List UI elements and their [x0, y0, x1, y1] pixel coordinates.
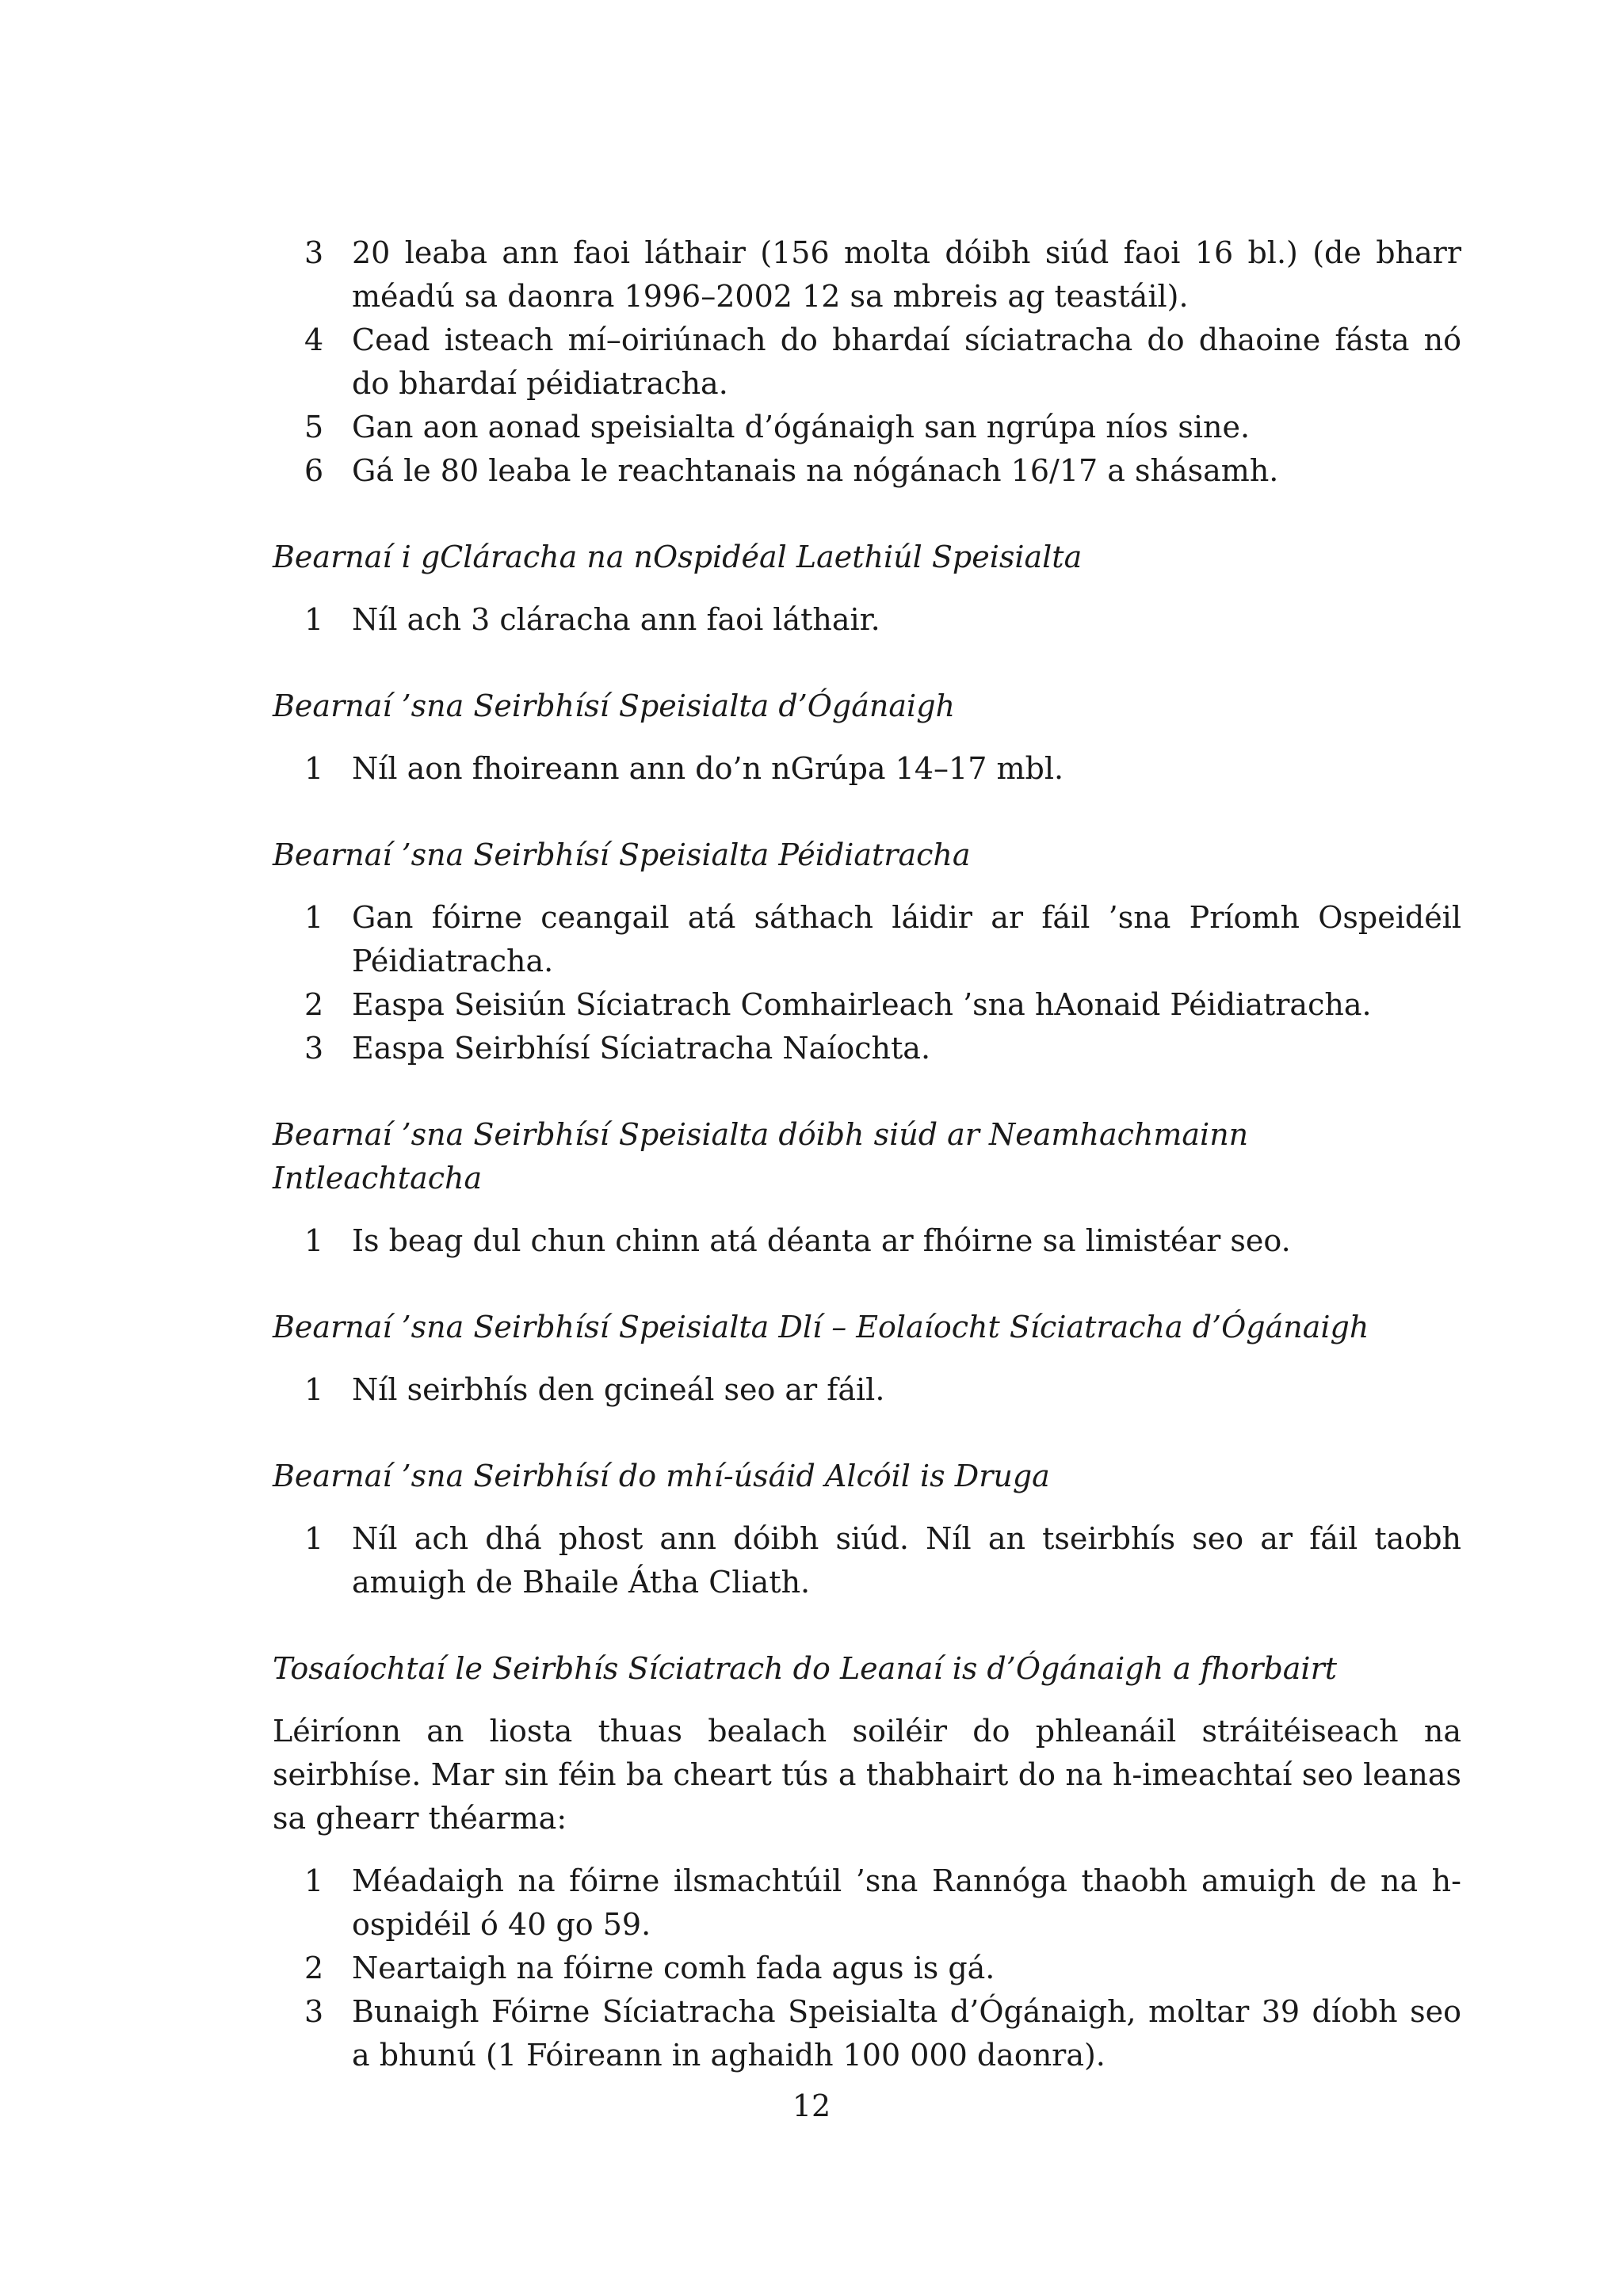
item-text: Cead isteach mí–oiriúnach do bhardaí síciatracha do dhaoine fásta nó do bhardaí péidiatracha. — [352, 322, 1461, 401]
list-item — [273, 1517, 1461, 1604]
item-text: Easpa Seirbhísí Síciatracha Naíochta. — [352, 1031, 931, 1066]
item-number: 1 — [304, 1863, 324, 1898]
list-item — [273, 983, 1461, 1027]
item-text: Níl ach dhá phost ann dóibh siúd. Níl an tseirbhís seo ar fáil taobh amuigh de Bhaile Átha Cliath. — [352, 1521, 1461, 1600]
item-number: 1 — [304, 1223, 324, 1258]
priorities-list — [273, 1859, 1461, 2077]
list-item — [273, 318, 1461, 406]
item-number: 1 — [304, 1372, 324, 1407]
priorities-paragraph: Léiríonn an liosta thuas bealach soiléir do phleanáil stráitéiseach na seirbhíse. Mar sin féin ba cheart tús a thabhairt do na h-imeachtaí seo leanas sa ghearr théarma: — [273, 1714, 1461, 1836]
document-page — [273, 231, 1461, 2077]
item-text: Gan aon aonad speisialta d’ógánaigh san ngrúpa níos sine. — [352, 410, 1251, 444]
top-list — [273, 231, 1461, 493]
list-item — [273, 1219, 1461, 1263]
list-item — [273, 231, 1461, 318]
section-list — [273, 1517, 1461, 1604]
list-item — [273, 449, 1461, 493]
item-number: 1 — [304, 1521, 324, 1556]
section-heading: Bearnaí ’sna Seirbhísí Speisialta dóibh siúd ar Neamhachmainn Intleachtacha — [273, 1117, 1249, 1196]
item-number: 2 — [304, 1951, 324, 1985]
item-text: Méadaigh na fóirne ilsmachtúil ’sna Rannóga thaobh amuigh de na h-ospidéil ó 40 go 59. — [352, 1863, 1461, 1942]
item-number: 4 — [304, 322, 324, 357]
section-heading: Bearnaí ’sna Seirbhísí Speisialta Péidiatracha — [273, 837, 971, 872]
item-text: Níl aon fhoireann ann do’n nGrúpa 14–17 mbl. — [352, 751, 1064, 786]
section-list — [273, 1368, 1461, 1412]
list-item — [273, 598, 1461, 642]
item-text: Gan fóirne ceangail atá sáthach láidir ar fáil ’sna Príomh Ospeidéil Péidiatracha. — [352, 900, 1461, 978]
item-number: 3 — [304, 235, 324, 270]
item-text: 20 leaba ann faoi láthair (156 molta dóibh siúd faoi 16 bl.) (de bharr méadú sa daonra 1996–2002 12 sa mbreis ag teastáil). — [352, 235, 1461, 314]
section-list — [273, 896, 1461, 1070]
section-list — [273, 598, 1461, 642]
section-list — [273, 747, 1461, 791]
section-heading: Bearnaí ’sna Seirbhísí do mhí-úsáid Alcóil is Druga — [273, 1459, 1050, 1493]
list-item — [273, 1368, 1461, 1412]
item-number: 1 — [304, 751, 324, 786]
item-text: Gá le 80 leaba le reachtanais na nógánach 16/17 a shásamh. — [352, 453, 1279, 488]
list-item — [273, 896, 1461, 983]
priorities-heading: Tosaíochtaí le Seirbhís Síciatrach do Leanaí is d’Ógánaigh a fhorbairt — [273, 1651, 1338, 1686]
list-item — [273, 1990, 1461, 2077]
item-number: 1 — [304, 900, 324, 935]
item-number: 6 — [304, 453, 324, 488]
item-text: Easpa Seisiún Síciatrach Comhairleach ’sna hAonaid Péidiatracha. — [352, 987, 1372, 1022]
list-item — [273, 747, 1461, 791]
item-text: Neartaigh na fóirne comh fada agus is gá. — [352, 1951, 995, 1985]
item-number: 1 — [304, 602, 324, 637]
item-number: 5 — [304, 410, 324, 444]
section-heading: Bearnaí ’sna Seirbhísí Speisialta d’Ógánaigh — [273, 688, 955, 723]
item-text: Bunaigh Fóirne Síciatracha Speisialta d’Ógánaigh, moltar 39 díobh seo a bhunú (1 Fóireann in aghaidh 100 000 daonra). — [352, 1994, 1461, 2073]
list-item — [273, 1947, 1461, 1990]
page-number: 12 — [792, 2088, 831, 2123]
list-item — [273, 406, 1461, 449]
list-item — [273, 1859, 1461, 1947]
item-text: Is beag dul chun chinn atá déanta ar fhóirne sa limistéar seo. — [352, 1223, 1291, 1258]
item-text: Níl ach 3 cláracha ann faoi láthair. — [352, 602, 880, 637]
section-list — [273, 1219, 1461, 1263]
list-item — [273, 1027, 1461, 1070]
item-number: 3 — [304, 1994, 324, 2029]
section-heading: Bearnaí ’sna Seirbhísí Speisialta Dlí – Eolaíocht Síciatracha d’Ógánaigh — [273, 1310, 1369, 1344]
item-text: Níl seirbhís den gcineál seo ar fáil. — [352, 1372, 885, 1407]
item-number: 2 — [304, 987, 324, 1022]
section-heading: Bearnaí i gCláracha na nOspidéal Laethiúl Speisialta — [273, 540, 1083, 574]
item-number: 3 — [304, 1031, 324, 1066]
